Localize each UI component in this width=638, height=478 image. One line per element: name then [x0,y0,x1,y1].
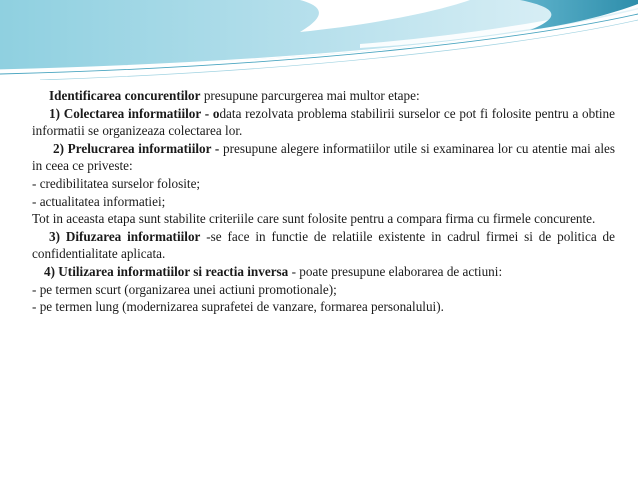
bullet-actuality: - actualitatea informatiei; [32,193,166,209]
step-1-title: 1) Colectarea informatiilor - o [49,105,220,121]
step-2-text: presupune alegere informatiilor utile si examinarea lor cu atentie mai ales in ceea ce priveste: [32,140,615,174]
slide-body [32,87,615,316]
bullet-credibility: - credibilitatea surselor folosite; [32,175,201,191]
intro-bold: Identificarea concurentilor [49,88,201,103]
step-3-text: -se face in functie de relatiile existente in cadrul firmei si de politica de confidentialitate aplicata. [32,228,615,262]
step-4-paragraph [32,263,615,281]
step-2-paragraph [32,140,615,175]
intro-text: presupune parcurgerea mai multor etape: [200,88,420,103]
step-4-title: 4) Utilizarea informatiilor si reactia inversa [44,263,289,279]
criteria-paragraph: Tot in aceasta etapa sunt stabilite criteriile care sunt folosite pentru a compara firma cu firmele concurente. [32,211,596,227]
step-3-paragraph [32,228,615,263]
intro-paragraph [32,87,615,105]
step-2-title: 2) Prelucrarea informatiilor - [53,140,220,156]
step-1-text: data rezolvata problema stabilirii surselor ce pot fi folosite pentru a obtine informatii se organizeaza colectarea lor. [32,105,615,139]
decorative-wave-banner [0,0,638,80]
short-term-item: - pe termen scurt (organizarea unei actiuni promotionale); [32,281,337,297]
step-1-paragraph [32,105,615,140]
step-4-text: - poate presupune elaborarea de actiuni: [288,263,503,279]
long-term-item: - pe termen lung (modernizarea suprafetei de vanzare, formarea personalului). [32,299,444,315]
step-3-title: 3) Difuzarea informatiilor [49,228,201,244]
